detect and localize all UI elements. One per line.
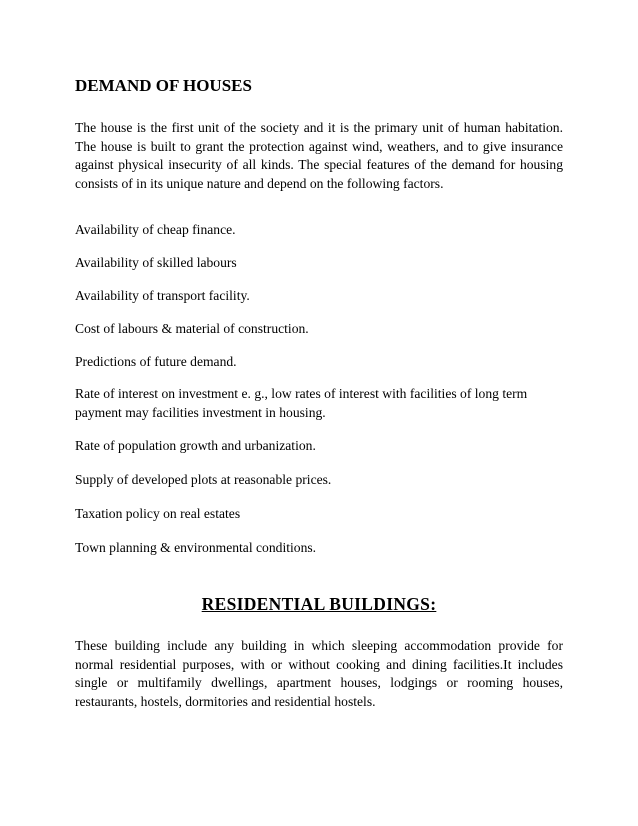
factor-item: Availability of transport facility. xyxy=(75,288,250,303)
factor-item: Cost of labours & material of construction. xyxy=(75,321,309,336)
factor-item: Town planning & environmental conditions. xyxy=(75,540,317,555)
factor-item: Availability of skilled labours xyxy=(75,255,237,270)
factor-item: Taxation policy on real estates xyxy=(75,506,241,521)
factor-item: Predictions of future demand. xyxy=(75,354,237,369)
residential-paragraph: These building include any building in which sleeping accommodation provide for normal residential purposes, with or without cooking and dining facilities.It includes single or multifamily dwellings, apartment houses, lodgings or rooming houses, restaurants, hostels, dormitories and residential hostels. xyxy=(75,638,563,709)
section-heading-residential-buildings: RESIDENTIAL BUILDINGS: xyxy=(201,594,437,614)
intro-paragraph: The house is the first unit of the society and it is the primary unit of human habitation. The house is built to grant the protection against wind, weathers, and to give insurance against physical insecurity of all kinds. The special features of the demand for housing consists of in its unique nature and depend on the following factors. xyxy=(75,120,563,191)
factor-item: Availability of cheap finance. xyxy=(75,222,236,237)
factor-item: Supply of developed plots at reasonable prices. xyxy=(75,472,332,487)
factor-item: Rate of population growth and urbanization. xyxy=(75,438,316,453)
factor-item: Rate of interest on investment e. g., low rates of interest with facilities of long term payment may facilities investment in housing. xyxy=(75,386,528,420)
section-heading-demand-of-houses: DEMAND OF HOUSES xyxy=(75,76,252,95)
